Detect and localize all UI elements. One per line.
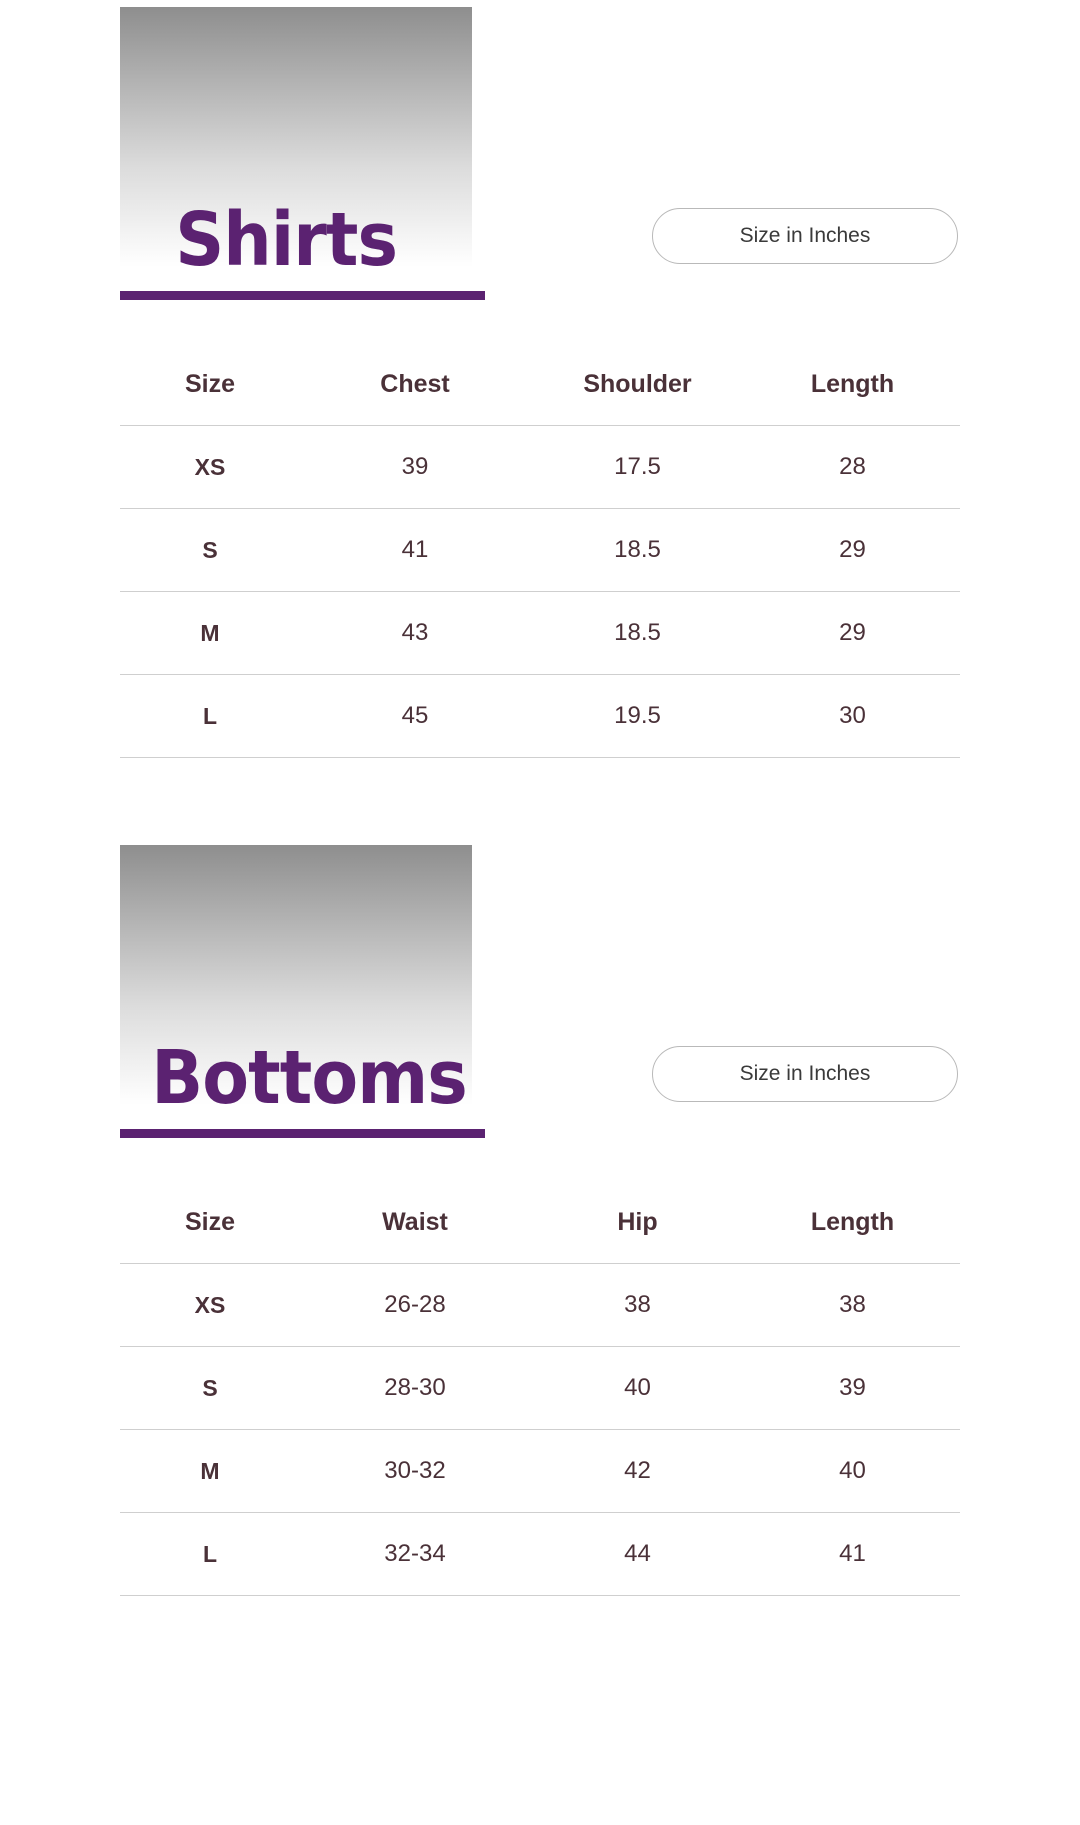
column-header-size: Size — [184, 1208, 236, 1236]
cell-length: 29 — [745, 509, 960, 592]
cell-length: 39 — [745, 1347, 960, 1430]
cell-size: M — [120, 592, 300, 675]
cell-waist: 28-30 — [300, 1347, 530, 1430]
shirts-unit-label: Size in Inches — [739, 224, 871, 247]
shirts-title-rule — [120, 291, 485, 300]
cell-chest: 43 — [300, 592, 530, 675]
column-header-hip: Hip — [617, 1208, 658, 1236]
cell-waist: 30-32 — [300, 1430, 530, 1513]
cell-shoulder: 17.5 — [530, 426, 745, 509]
cell-size: L — [120, 1513, 300, 1596]
cell-chest: 41 — [300, 509, 530, 592]
bottoms-title-rule — [120, 1129, 485, 1138]
cell-length: 41 — [745, 1513, 960, 1596]
table-row — [120, 1347, 960, 1430]
table-header-row — [120, 348, 960, 426]
column-header-length: Length — [810, 370, 895, 398]
column-header-chest: Chest — [380, 370, 450, 398]
cell-hip: 40 — [530, 1347, 745, 1430]
column-header-length: Length — [810, 1208, 895, 1236]
cell-length: 38 — [745, 1264, 960, 1347]
cell-length: 29 — [745, 592, 960, 675]
bottoms-title-block — [120, 855, 480, 1138]
cell-size: XS — [120, 1264, 300, 1347]
table-row — [120, 426, 960, 509]
cell-size: S — [120, 1347, 300, 1430]
cell-chest: 39 — [300, 426, 530, 509]
cell-size: M — [120, 1430, 300, 1513]
table-row — [120, 1264, 960, 1347]
section-shirts — [0, 0, 1080, 758]
cell-shoulder: 19.5 — [530, 675, 745, 758]
table-row — [120, 509, 960, 592]
cell-size: L — [120, 675, 300, 758]
section-bottoms — [0, 758, 1080, 1596]
bottoms-header-row — [0, 838, 1080, 1138]
bottoms-size-table — [120, 1186, 960, 1596]
cell-length: 28 — [745, 426, 960, 509]
cell-chest: 45 — [300, 675, 530, 758]
column-header-waist: Waist — [382, 1208, 448, 1236]
shirts-title-block — [120, 17, 480, 300]
cell-hip: 42 — [530, 1430, 745, 1513]
cell-length: 30 — [745, 675, 960, 758]
bottoms-title: Bottoms — [151, 1035, 467, 1121]
cell-size: S — [120, 509, 300, 592]
column-header-size: Size — [184, 370, 236, 398]
shirts-title: Shirts — [175, 197, 398, 283]
table-row — [120, 1430, 960, 1513]
table-row — [120, 592, 960, 675]
cell-shoulder: 18.5 — [530, 509, 745, 592]
cell-size: XS — [120, 426, 300, 509]
bottoms-unit-label: Size in Inches — [739, 1062, 871, 1085]
shirts-size-table — [120, 348, 960, 758]
table-header-row — [120, 1186, 960, 1264]
cell-hip: 38 — [530, 1264, 745, 1347]
cell-waist: 32-34 — [300, 1513, 530, 1596]
cell-waist: 26-28 — [300, 1264, 530, 1347]
table-row — [120, 675, 960, 758]
cell-length: 40 — [745, 1430, 960, 1513]
shirts-header-row — [0, 0, 1080, 300]
cell-hip: 44 — [530, 1513, 745, 1596]
column-header-shoulder: Shoulder — [583, 370, 692, 398]
shirts-unit-toggle[interactable] — [652, 208, 958, 264]
cell-shoulder: 18.5 — [530, 592, 745, 675]
bottoms-unit-toggle[interactable] — [652, 1046, 958, 1102]
table-row — [120, 1513, 960, 1596]
